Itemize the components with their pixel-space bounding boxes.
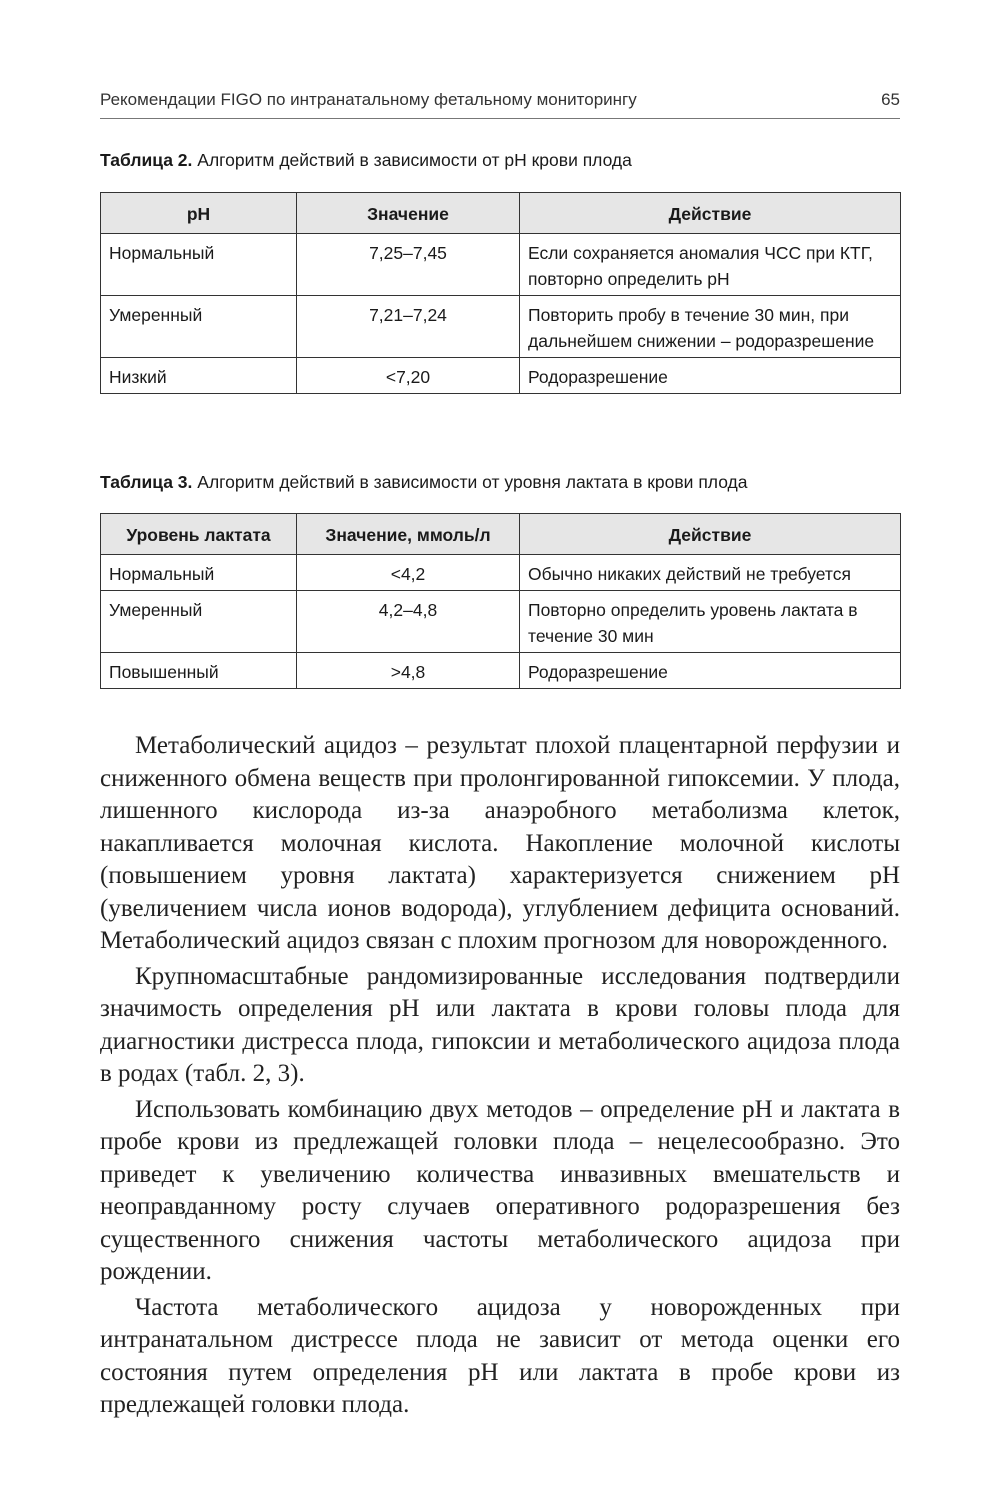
body-paragraph: Использовать комбинацию двух методов – определение pH и лактата в пробе крови из предлежащей головки плода – нецелесообразно. Это приведет к увеличению количества инвазивных вмешательств и неоправданному росту случаев оперативного родоразрешения без существенного снижения частоты метаболического ацидоза при рождении. — [100, 1095, 900, 1285]
table-cell-value: 7,21–7,24 — [297, 296, 520, 358]
table2 — [100, 192, 901, 394]
table3-caption-label: Таблица 3. — [100, 472, 193, 492]
table2-caption — [100, 150, 900, 171]
table-cell-action: Повторить пробу в течение 30 мин, при дальнейшем снижении – родоразрешение — [520, 296, 901, 358]
body-paragraph: Крупномасштабные рандомизированные исследования подтвердили значимость определения pH или лактата в крови головы плода для диагностики дистресса плода, гипоксии и метаболического ацидоза плода в родах (табл. 2, 3). — [100, 962, 900, 1087]
table-cell-action: Повторно определить уровень лактата в течение 30 мин — [520, 591, 901, 653]
page-number: 65 — [881, 90, 900, 109]
table-cell-level: Умеренный — [101, 591, 297, 653]
table-row — [101, 653, 901, 689]
running-header-title: Рекомендации FIGO по интранатальному фетальному мониторингу — [100, 90, 637, 109]
table-cell-value: >4,8 — [297, 653, 520, 689]
table2-col-action: Действие — [520, 193, 901, 234]
table2-col-value: Значение — [297, 193, 520, 234]
table-cell-action: Если сохраняется аномалия ЧСС при КТГ, повторно определить pH — [520, 234, 901, 296]
table3-col-action: Действие — [520, 514, 901, 555]
table-cell-level: Повышенный — [101, 653, 297, 689]
table-row — [101, 234, 901, 296]
table2-header-row — [101, 193, 901, 234]
table-row — [101, 591, 901, 653]
table3-caption-text: Алгоритм действий в зависимости от уровня лактата в крови плода — [197, 472, 748, 492]
body-paragraph: Метаболический ацидоз – результат плохой плацентарной перфузии и сниженного обмена веществ при пролонгированной гипоксемии. У плода, лишенного кислорода из-за анаэробного метаболизма клеток, накапливается молочная кислота. Накопление молочной кислоты (повышением уровня лактата) характеризуется снижением pH (увеличением числа ионов водорода), углублением дефицита оснований. Метаболический ацидоз связан с плохим прогнозом для новорожденного. — [100, 732, 900, 954]
table-cell-value: 4,2–4,8 — [297, 591, 520, 653]
table2-caption-label: Таблица 2. — [100, 150, 193, 170]
body-paragraph: Частота метаболического ацидоза у новорожденных при интранатальном дистрессе плода не зависит от метода оценки его состояния путем определения pH или лактата в пробе крови из предлежащей головки плода. — [100, 1293, 900, 1418]
table-cell-level: Нормальный — [101, 234, 297, 296]
table3-col-level: Уровень лактата — [101, 514, 297, 555]
table-cell-level: Нормальный — [101, 555, 297, 591]
table-row — [101, 555, 901, 591]
table2-caption-text: Алгоритм действий в зависимости от pH крови плода — [197, 150, 632, 170]
table3-caption — [100, 472, 900, 493]
table3-header-row — [101, 514, 901, 555]
table-cell-level: Низкий — [101, 358, 297, 394]
table-cell-action: Родоразрешение — [520, 358, 901, 394]
table2-col-ph: pH — [101, 193, 297, 234]
table-cell-action: Обычно никаких действий не требуется — [520, 555, 901, 591]
table-cell-value: <7,20 — [297, 358, 520, 394]
table-cell-value: <4,2 — [297, 555, 520, 591]
body-text — [100, 730, 900, 1425]
running-header — [100, 90, 900, 119]
table3-col-value: Значение, ммоль/л — [297, 514, 520, 555]
table-row — [101, 358, 901, 394]
table3 — [100, 513, 901, 689]
table-row — [101, 296, 901, 358]
table-cell-action: Родоразрешение — [520, 653, 901, 689]
table-cell-level: Умеренный — [101, 296, 297, 358]
table-cell-value: 7,25–7,45 — [297, 234, 520, 296]
